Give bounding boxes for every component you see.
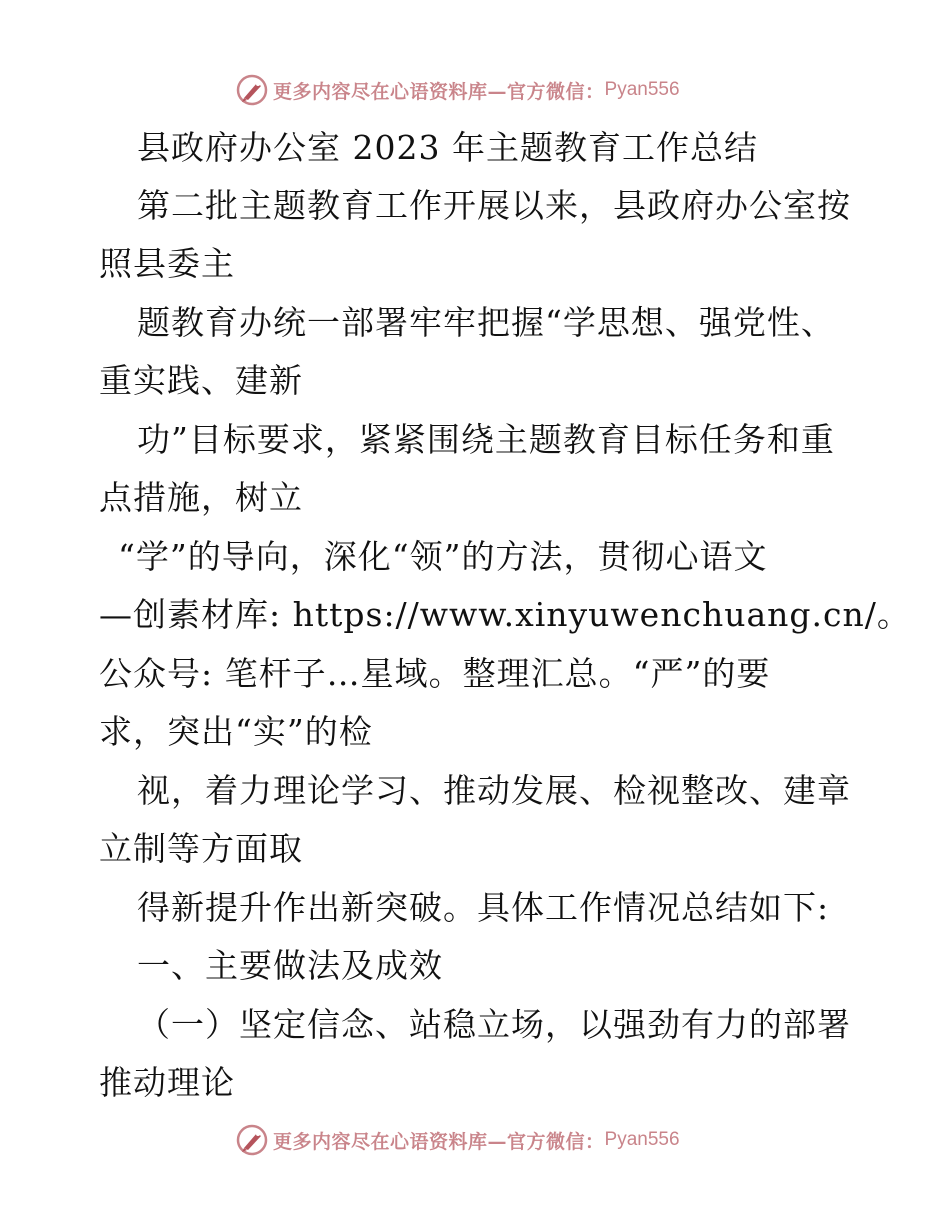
text-line: 公众号: 笔杆子…星域。整理汇总。“严”的要 xyxy=(99,654,771,693)
text-line: 重实践、建新 xyxy=(99,361,303,400)
watermark-wechat-id: Pyan556 xyxy=(604,79,680,100)
watermark-text: 更多内容尽在心语资料库—官方微信： xyxy=(273,80,605,103)
text-line: 功”目标要求，紧紧围绕主题教育目标任务和重 xyxy=(137,420,835,459)
section-heading: 一、主要做法及成效 xyxy=(137,946,443,985)
subsection-heading: （一）坚定信念、站稳立场，以强劲有力的部署 xyxy=(137,1005,851,1044)
text-line: 视，着力理论学习、推动发展、检视整改、建章 xyxy=(137,771,851,810)
text-line: “学”的导向，深化“领”的方法，贯彻心语文 xyxy=(118,537,768,576)
text-line: 推动理论 xyxy=(99,1063,235,1102)
document-title: 县政府办公室 2023 年主题教育工作总结 xyxy=(137,128,758,167)
watermark-banner-top xyxy=(235,73,680,107)
pen-logo-icon xyxy=(235,1123,269,1157)
text-line: 立制等方面取 xyxy=(99,829,303,868)
text-line: 第二批主题教育工作开展以来，县政府办公室按 xyxy=(137,186,851,225)
text-line: 求，突出“实”的检 xyxy=(99,712,373,751)
text-line: 点措施，树立 xyxy=(99,478,303,517)
watermark-text: 更多内容尽在心语资料库—官方微信： xyxy=(273,1130,605,1153)
text-line: 题教育办统一部署牢牢把握“学思想、强党性、 xyxy=(137,303,835,342)
text-line: 得新提升作出新突破。具体工作情况总结如下: xyxy=(137,888,830,927)
text-line: —创素材库: https://www.xinyuwenchuang.cn/。 xyxy=(99,595,911,634)
watermark-banner-bottom xyxy=(235,1123,680,1157)
watermark-wechat-id: Pyan556 xyxy=(604,1129,680,1150)
text-line: 照县委主 xyxy=(99,244,235,283)
pen-logo-icon xyxy=(235,73,269,107)
